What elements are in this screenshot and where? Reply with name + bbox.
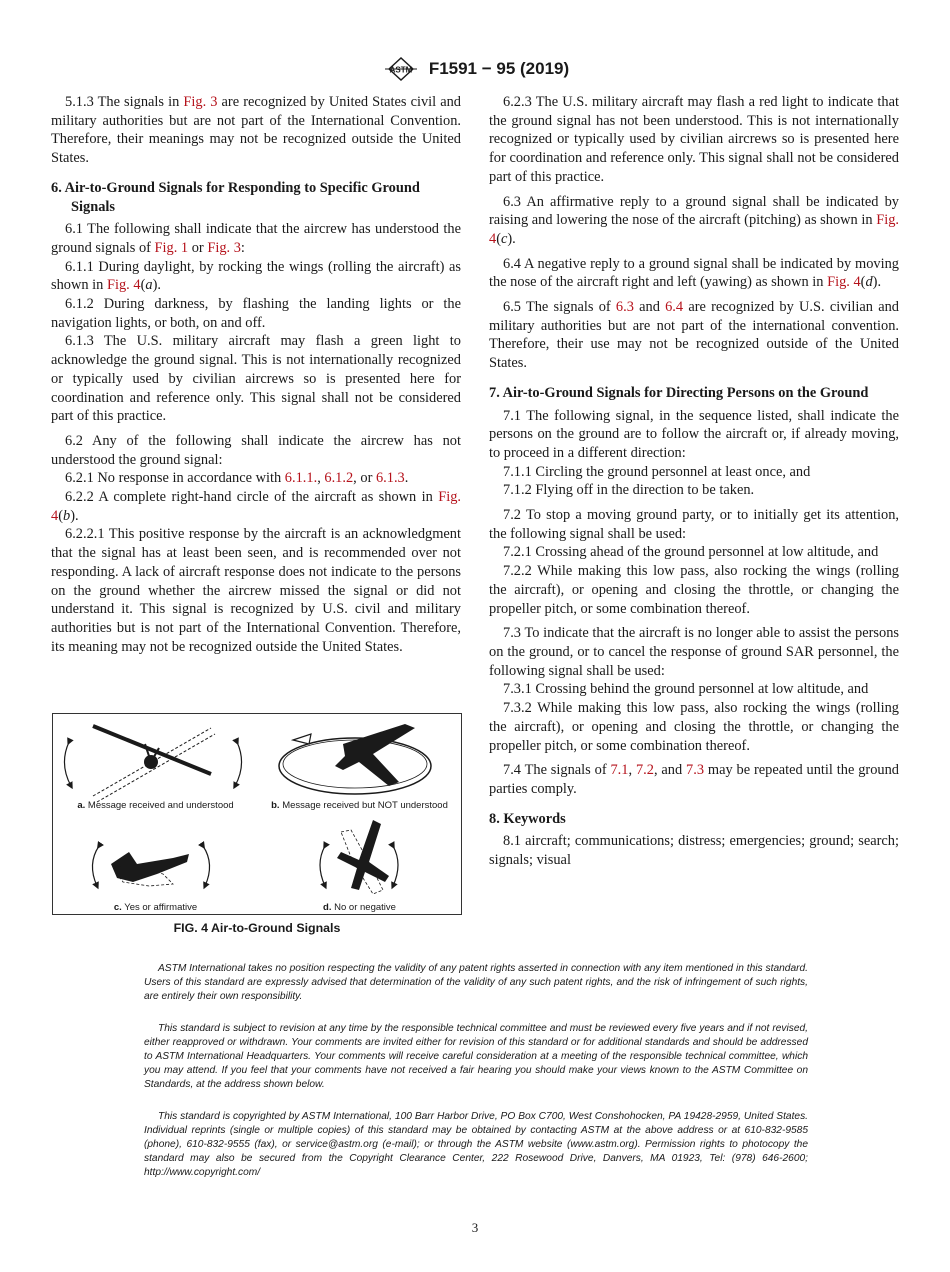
- panel-b-circle-icon: [279, 724, 431, 794]
- para-7-3: 7.3 To indicate that the aircraft is no longer able to assist the persons on the ground, or to cancel the response of ground SAR personnel, the following signal shall be used:: [489, 625, 899, 679]
- para-7-2-2: 7.2.2 While making this low pass, also rocking the wings (rolling the aircraft), or opening and closing the throttle, or changing the propeller pitch, or some combination thereof.: [489, 563, 899, 617]
- para-6-2-1: 6.2.1 No response in accordance with 6.1.1., 6.1.2, or 6.1.3.: [65, 470, 409, 487]
- link-6-3[interactable]: 6.3: [615, 299, 634, 316]
- para-7-4: 7.4 The signals of 7.1, 7.2, and 7.3 may be repeated until the ground parties comply.: [489, 762, 899, 797]
- para-7-1-1: 7.1.1 Circling the ground personnel at least once, and: [503, 463, 811, 480]
- figure-label-d: d. No or negative: [323, 902, 396, 913]
- link-7-1[interactable]: 7.1: [610, 762, 629, 779]
- para-6-1-2: 6.1.2 During darkness, by flashing the landing lights or the navigation lights, or both, on and off.: [51, 296, 461, 331]
- patent-notice: ASTM International takes no position respecting the validity of any patent rights asserted in connection with any item mentioned in this standard. Users of this standard are expressly advised that determination of the validity of any such patent rights, and the risk of infringement of such rights, are entirely their own responsibility.: [144, 963, 808, 1002]
- figure-label-c: c. Yes or affirmative: [113, 902, 198, 913]
- panel-c-pitching-icon: [92, 846, 209, 886]
- para-6-1: 6.1 The following shall indicate that the aircrew has understood the ground signals of Fig. 1 or Fig. 3:: [51, 221, 461, 256]
- section-7-heading: 7. Air-to-Ground Signals for Directing Persons on the Ground: [489, 384, 869, 401]
- page-header: [0, 56, 950, 82]
- para-7-3-2: 7.3.2 While making this low pass, also rocking the wings (rolling the aircraft), or opening and closing the throttle, or changing the propeller pitch, or some combination thereof.: [489, 700, 899, 754]
- para-6-4: 6.4 A negative reply to a ground signal shall be indicated by moving the nose of the aircraft right and left (yawing) as shown in Fig. 4(d).: [489, 255, 899, 291]
- para-6-1-1: 6.1.1 During daylight, by rocking the wings (rolling the aircraft) as shown in Fig. 4(a).: [51, 258, 461, 294]
- link-fig-3[interactable]: Fig. 3: [183, 94, 218, 110]
- link-fig-4[interactable]: Fig. 4: [106, 277, 141, 294]
- link-fig-4[interactable]: Fig. 4: [51, 489, 461, 524]
- para-7-1: 7.1 The following signal, in the sequence listed, shall indicate the persons on the ground are to follow the aircraft or, if already moving, to proceed in a different direction:: [489, 407, 899, 461]
- para-6-1-3: 6.1.3 The U.S. military aircraft may flash a green light to acknowledge the ground signal. This is not internationally recognized or typically used by civilian aircrews so is presented here for coordination and reference only. This signal shall not be considered part of this practice.: [51, 333, 461, 425]
- link-7-2[interactable]: 7.2: [635, 762, 654, 779]
- page-number: 3: [471, 1220, 479, 1235]
- para-7-2-1: 7.2.1 Crossing ahead of the ground personnel at low altitude, and: [503, 544, 879, 561]
- figure-4-caption: FIG. 4 Air-to-Ground Signals: [173, 921, 341, 935]
- astm-logo-text: ASTM: [389, 65, 413, 75]
- link-6-1-1[interactable]: 6.1.1.: [284, 470, 318, 487]
- left-column: [51, 93, 461, 656]
- para-7-1-2: 7.1.2 Flying off in the direction to be taken.: [503, 482, 755, 499]
- link-6-1-3[interactable]: 6.1.3: [375, 470, 405, 487]
- para-6-5: 6.5 The signals of 6.3 and 6.4 are recognized by U.S. civilian and military authorities but are not part of the international convention. Therefore, their use may not be recognized outside of the United States.: [489, 299, 899, 372]
- standard-designation: F1591 − 95 (2019): [428, 59, 570, 78]
- panel-a-rocking-wings-icon: [64, 726, 241, 802]
- para-7-3-1: 7.3.1 Crossing behind the ground personnel at low altitude, and: [503, 681, 869, 698]
- section-6-heading: 6. Air-to-Ground Signals for Responding to Specific Ground Signals: [51, 179, 420, 215]
- para-8-1: 8.1 aircraft; communications; distress; emergencies; ground; search; signals; visual: [489, 833, 899, 869]
- para-7-2: 7.2 To stop a moving ground party, or to initially get its attention, the following signal shall be used:: [489, 507, 899, 542]
- right-column: [489, 93, 899, 870]
- panel-d-yawing-icon: [320, 820, 398, 894]
- figure-label-a: a. Message received and understood: [77, 800, 234, 811]
- link-6-4[interactable]: 6.4: [665, 299, 684, 316]
- link-fig-1[interactable]: Fig. 1: [154, 239, 189, 256]
- astm-logo-icon: [381, 56, 421, 82]
- link-6-1-2[interactable]: 6.1.2: [324, 470, 354, 487]
- para-6-2-3: 6.2.3 The U.S. military aircraft may flash a red light to indicate that the ground signal has not been understood. This is not internationally recognized or typically used by civilian aircrews so is presented here for coordination and reference only. This signal shall not be considered part of this practice.: [489, 94, 899, 185]
- revision-notice: This standard is subject to revision at any time by the responsible technical committee and must be reviewed every five years and if not revised, either reapproved or withdrawn. Your comments are invited either for revision of this standard or for additional standards and should be addressed to ASTM International Headquarters. Your comments will receive careful consideration at a meeting of the responsible technical committee, which you may attend. If you feel that your comments have not received a fair hearing you should make your views known to the ASTM Committee on Standards, at the address shown below.: [144, 1023, 808, 1090]
- link-7-3[interactable]: 7.3: [686, 762, 705, 779]
- copyright-notice: This standard is copyrighted by ASTM International, 100 Barr Harbor Drive, PO Box C700, West Conshohocken, PA 19428-2959, United States. Individual reprints (single or multiple copies) of this standard may be obtained by contacting ASTM at the above address or at 610-832-9585 (phone), 610-832-9555 (fax), or service@astm.org (e-mail); or through the ASTM website (www.astm.org). Permission rights to photocopy the standard may also be secured from the Copyright Clearance Center, 222 Rosewood Drive, Danvers, MA 01923, Tel: (978) 646-2600; http://www.copyright.com/: [144, 1111, 808, 1178]
- para-6-3: 6.3 An affirmative reply to a ground signal shall be indicated by raising and lowering the nose of the aircraft (pitching) as shown in Fig. 4(c).: [489, 193, 899, 247]
- section-8-heading: 8. Keywords: [489, 810, 566, 827]
- para-6-2: 6.2 Any of the following shall indicate the aircrew has not understood the ground signal:: [51, 432, 461, 468]
- para-6-2-2: 6.2.2 A complete right-hand circle of the aircraft as shown in Fig. 4(b).: [51, 489, 461, 524]
- link-fig-4[interactable]: Fig. 4: [489, 212, 899, 247]
- link-fig-4[interactable]: Fig. 4: [827, 274, 861, 291]
- para-5-1-3: 5.1.3 The signals in Fig. 3 are recognized by United States civil and military authorities but are not part of the International Convention. Therefore, their meanings may not be recognized outside the United States.: [51, 94, 461, 167]
- link-fig-3[interactable]: Fig. 3: [207, 239, 241, 256]
- para-6-2-2-1: 6.2.2.1 This positive response by the aircraft is an acknowledgment that the signal has at least been seen, and is recommended over not responding. A lack of aircraft response does not indicate to the persons on the ground whether the aircrew missed the signal or did not understand it. This signal is recognized by U.S. civil and military authorities but is not part of the International Convention. Therefore, its meaning may not be recognized outside the United States.: [51, 526, 461, 655]
- figure-4: [52, 713, 462, 915]
- figure-4-illustration: [53, 714, 461, 914]
- figure-label-b: b. Message received but NOT understood: [271, 800, 448, 811]
